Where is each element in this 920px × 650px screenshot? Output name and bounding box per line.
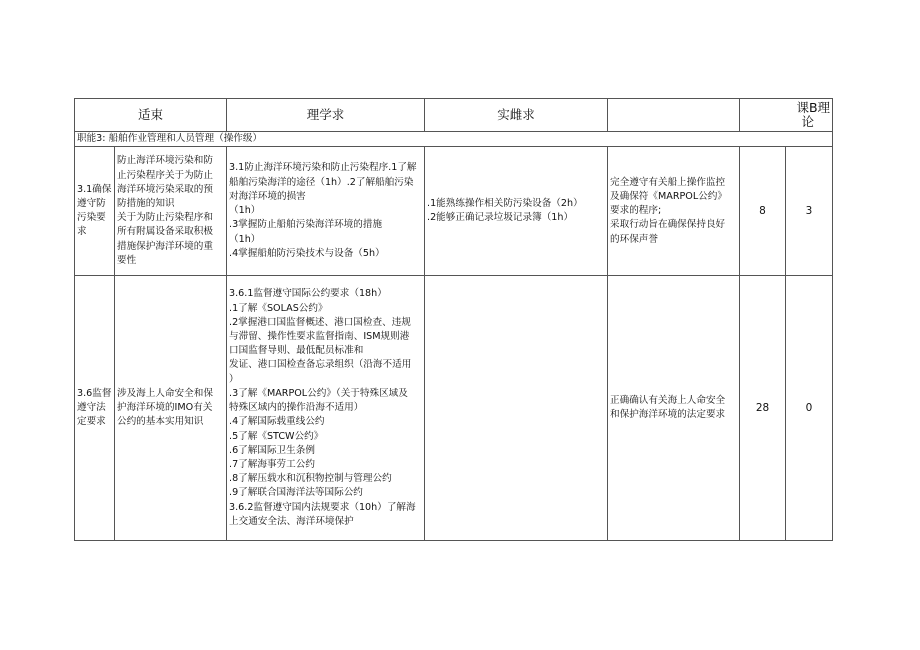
cell-line: 要求的程序; xyxy=(610,205,662,217)
requirement-cell xyxy=(115,276,227,541)
table-row xyxy=(75,147,833,276)
cell-line: 海洋环境污染采取的预 xyxy=(117,183,213,195)
cell-line: 与滞留、操作性要求监督指南、ISM规则港 xyxy=(229,331,410,343)
standard-cell xyxy=(75,276,115,541)
cell-line: .2能够正确记录垃圾记录簿（1h） xyxy=(427,212,574,224)
header-criteria xyxy=(608,99,740,132)
cell-line: 关于为防止污染程序和 xyxy=(117,212,213,224)
cell-line: 公约的基本实用知识 xyxy=(117,416,204,428)
cell-line: ） xyxy=(229,373,239,385)
cell-line: 要性 xyxy=(117,254,137,266)
cell-line: 遵守法 xyxy=(77,402,106,414)
header-skill: 实雌求 xyxy=(425,99,608,132)
cell-line: 止污染程序关于为防止 xyxy=(117,169,213,181)
requirement-cell xyxy=(115,147,227,276)
cell-line: 船舶污染海洋的途径（1h）.2了解船舶污染 xyxy=(229,176,414,188)
knowledge-cell xyxy=(227,276,425,541)
cell-line: .3了解《MARPOL公约》（关于特殊区域及 xyxy=(229,387,408,399)
skill-cell xyxy=(425,276,608,541)
knowledge-cell xyxy=(227,147,425,276)
cell-line: .3掌握防止船舶污染海洋环境的措施 xyxy=(229,219,383,231)
skill-cell xyxy=(425,147,608,276)
cell-line: .6了解国际卫生条例 xyxy=(229,444,315,456)
cell-line: .1能熟练操作相关防污染设备（2h） xyxy=(427,198,583,209)
cell-line: 对海洋环境的损害 xyxy=(229,190,306,202)
header-knowledge: 理学求 xyxy=(227,99,425,132)
cell-line: 口国监督导则、最低配员标准和 xyxy=(229,345,364,357)
cell-line: .8了解压载水和沉积物控制与管理公约 xyxy=(229,473,392,485)
cell-line: 涉及海上人命安全和保 xyxy=(117,387,213,399)
cell-line: .9了解联合国海洋法等国际公约 xyxy=(229,487,363,499)
theory-hours: 8 xyxy=(740,147,786,276)
function-row xyxy=(75,132,833,147)
cell-line: 的环保声誉 xyxy=(610,233,658,245)
cell-line: 上交通安全法、海洋环境保护 xyxy=(229,515,354,527)
header-hours xyxy=(740,99,833,132)
cell-line: 定要求 xyxy=(77,416,106,428)
table-row xyxy=(75,276,833,541)
theory-hours: 28 xyxy=(740,276,786,541)
cell-line: 3.6.2监督遵守国内法规要求（10h）了解海 xyxy=(229,501,416,513)
cell-line: .1了解《SOLAS公约》 xyxy=(229,302,328,314)
practice-hours: 3 xyxy=(786,147,833,276)
criteria-cell xyxy=(608,276,740,541)
cell-line: .4了解国际载重线公约 xyxy=(229,416,325,428)
function-title: 职能3: 船舶作业管理和人员管理（操作级） xyxy=(75,132,833,147)
cell-line: 完全遵守有关船上操作监控 xyxy=(610,176,726,188)
cell-line: 正确确认有关海上人命安全 xyxy=(610,395,726,406)
cell-line: 3.1确保 xyxy=(77,183,112,195)
cell-line: 3.6监督 xyxy=(77,387,112,399)
cell-line: （1h） xyxy=(229,233,261,245)
cell-line: 发证、港口国检查备忘录组织（沿海不适用 xyxy=(229,359,412,371)
cell-line: 3.6.1监督遵守国际公约要求（18h） xyxy=(229,288,387,300)
cell-line: 和保护海洋环境的法定要求 xyxy=(610,409,726,421)
cell-line: .4掌握船舶防污染技术与设备（5h） xyxy=(229,247,385,259)
practice-hours: 0 xyxy=(786,276,833,541)
cell-line: 遵守防 xyxy=(77,198,106,209)
header-hours-line1: 课B理 xyxy=(796,100,831,115)
cell-line: .7了解海事劳工公约 xyxy=(229,458,315,470)
cell-line: 措施保护海洋环境的重 xyxy=(117,240,213,252)
header-hours-line2: 论 xyxy=(801,114,815,129)
cell-line: 护海洋环境的IMO有关 xyxy=(117,402,213,414)
cell-line: 采取行动旨在确保保持良好 xyxy=(610,219,726,231)
cell-line: （1h） xyxy=(229,205,261,217)
cell-line: 防措施的知识 xyxy=(117,198,175,209)
criteria-cell xyxy=(608,147,740,276)
header-standard: 适束 xyxy=(75,99,227,132)
cell-line: .5了解《STCW公约》 xyxy=(229,430,324,442)
cell-line: 污染要 xyxy=(77,212,106,224)
cell-line: 防止海洋环境污染和防 xyxy=(117,155,213,167)
cell-line: 所有附属设备采取积极 xyxy=(117,226,213,238)
cell-line: 3.1防止海洋环境污染和防止污染程序.1了解 xyxy=(229,162,417,174)
cell-line: 特殊区域内的操作沿海不适用） xyxy=(229,402,364,414)
header-row xyxy=(75,99,833,132)
syllabus-table xyxy=(74,98,833,541)
cell-line: 求 xyxy=(77,226,87,238)
standard-cell xyxy=(75,147,115,276)
cell-line: .2掌握港口国监督概述、港口国检查、违规 xyxy=(229,316,411,328)
cell-line: 及确保符《MARPOL公约》 xyxy=(610,190,727,202)
